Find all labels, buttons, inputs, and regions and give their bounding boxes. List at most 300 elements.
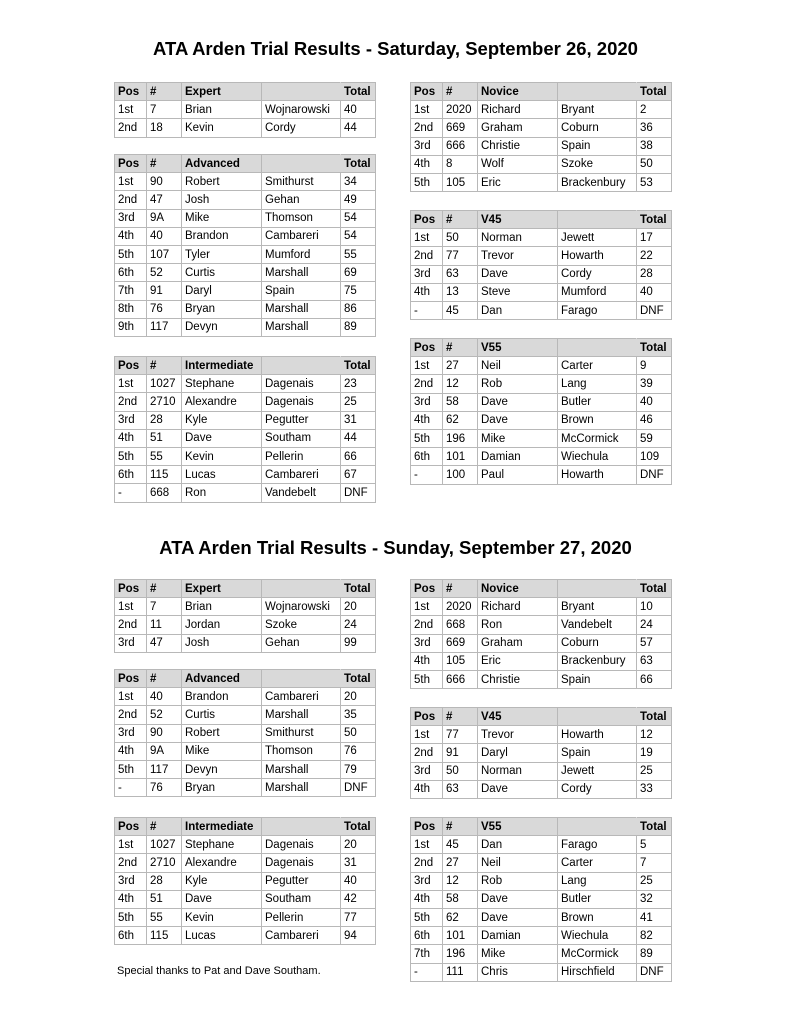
last-name-cell: Marshall <box>262 318 341 336</box>
total-cell: 36 <box>637 119 672 137</box>
saturday-expert-table <box>114 82 376 138</box>
number-cell: 117 <box>147 318 182 336</box>
total-cell: 79 <box>341 760 376 778</box>
table-row <box>411 357 672 375</box>
total-cell: 19 <box>637 744 672 762</box>
last-name-cell: Marshall <box>262 706 341 724</box>
number-cell: 115 <box>147 927 182 945</box>
number-cell: 1027 <box>147 836 182 854</box>
pos-cell: 2nd <box>115 616 147 634</box>
first-name-cell: Alexandre <box>182 393 262 411</box>
header-total: Total <box>341 155 376 173</box>
first-name-cell: Stephane <box>182 836 262 854</box>
total-cell: 20 <box>341 598 376 616</box>
total-cell: 67 <box>341 466 376 484</box>
total-cell: 89 <box>637 945 672 963</box>
number-cell: 55 <box>147 447 182 465</box>
first-name-cell: Rob <box>478 375 558 393</box>
total-cell: DNF <box>637 963 672 981</box>
first-name-cell: Graham <box>478 634 558 652</box>
first-name-cell: Rob <box>478 872 558 890</box>
table-row <box>115 854 376 872</box>
last-name-cell: Pellerin <box>262 908 341 926</box>
sunday-title: ATA Arden Trial Results - Sunday, September 27, 2020 <box>159 537 632 558</box>
pos-cell: 4th <box>115 227 147 245</box>
last-name-cell: Cordy <box>262 119 341 137</box>
number-cell: 50 <box>443 229 478 247</box>
pos-cell: 4th <box>115 742 147 760</box>
table-header-row <box>411 580 672 598</box>
pos-cell: 4th <box>411 155 443 173</box>
table-row <box>411 155 672 173</box>
table-row <box>115 119 376 137</box>
total-cell: 66 <box>341 447 376 465</box>
total-cell: 25 <box>637 872 672 890</box>
number-cell: 7 <box>147 101 182 119</box>
header-total: Total <box>637 580 672 598</box>
pos-cell: 2nd <box>411 744 443 762</box>
header-number: # <box>147 83 182 101</box>
pos-cell: 4th <box>411 780 443 798</box>
last-name-cell: Wiechula <box>558 927 637 945</box>
first-name-cell: Norman <box>478 762 558 780</box>
last-name-cell: Dagenais <box>262 393 341 411</box>
table-row <box>115 300 376 318</box>
table-row <box>115 411 376 429</box>
pos-cell: 3rd <box>411 872 443 890</box>
pos-cell: 5th <box>115 447 147 465</box>
first-name-cell: Curtis <box>182 264 262 282</box>
last-name-cell: Vandebelt <box>262 484 341 502</box>
number-cell: 45 <box>443 301 478 319</box>
table-row <box>115 634 376 652</box>
number-cell: 12 <box>443 872 478 890</box>
last-name-cell: Marshall <box>262 264 341 282</box>
total-cell: 40 <box>637 283 672 301</box>
total-cell: 50 <box>341 724 376 742</box>
total-cell: 28 <box>637 265 672 283</box>
total-cell: 39 <box>637 375 672 393</box>
pos-cell: 2nd <box>411 616 443 634</box>
first-name-cell: Kyle <box>182 872 262 890</box>
table-row <box>411 726 672 744</box>
pos-cell: 6th <box>411 448 443 466</box>
header-class: Advanced <box>182 670 262 688</box>
last-name-cell: Pegutter <box>262 411 341 429</box>
pos-cell: 1st <box>411 836 443 854</box>
first-name-cell: Neil <box>478 854 558 872</box>
total-cell: 44 <box>341 429 376 447</box>
saturday-intermediate-table <box>114 356 376 503</box>
table-row <box>411 890 672 908</box>
table-row <box>411 375 672 393</box>
first-name-cell: Christie <box>478 670 558 688</box>
last-name-cell: Vandebelt <box>558 616 637 634</box>
pos-cell: 1st <box>411 357 443 375</box>
table-row <box>411 908 672 926</box>
pos-cell: - <box>115 484 147 502</box>
total-cell: 20 <box>341 836 376 854</box>
number-cell: 105 <box>443 652 478 670</box>
table-row <box>115 209 376 227</box>
header-blank <box>262 357 341 375</box>
first-name-cell: Dan <box>478 301 558 319</box>
number-cell: 58 <box>443 393 478 411</box>
header-pos: Pos <box>411 211 443 229</box>
last-name-cell: Smithurst <box>262 724 341 742</box>
total-cell: DNF <box>637 466 672 484</box>
last-name-cell: Cambareri <box>262 466 341 484</box>
pos-cell: 3rd <box>411 762 443 780</box>
first-name-cell: Damian <box>478 927 558 945</box>
first-name-cell: Daryl <box>182 282 262 300</box>
table-row <box>411 652 672 670</box>
pos-cell: 5th <box>411 429 443 447</box>
last-name-cell: Dagenais <box>262 375 341 393</box>
table-row <box>411 927 672 945</box>
number-cell: 52 <box>147 264 182 282</box>
first-name-cell: Kevin <box>182 908 262 926</box>
number-cell: 27 <box>443 854 478 872</box>
pos-cell: 3rd <box>115 634 147 652</box>
total-cell: 63 <box>637 652 672 670</box>
header-pos: Pos <box>115 670 147 688</box>
header-number: # <box>147 155 182 173</box>
number-cell: 9A <box>147 209 182 227</box>
header-number: # <box>443 211 478 229</box>
saturday-novice-table <box>410 82 672 192</box>
table-row <box>115 318 376 336</box>
pos-cell: 3rd <box>411 634 443 652</box>
pos-cell: 3rd <box>115 724 147 742</box>
total-cell: 77 <box>341 908 376 926</box>
header-blank <box>558 83 637 101</box>
pos-cell: 2nd <box>115 854 147 872</box>
pos-cell: 2nd <box>115 191 147 209</box>
first-name-cell: Steve <box>478 283 558 301</box>
last-name-cell: Coburn <box>558 119 637 137</box>
total-cell: 82 <box>637 927 672 945</box>
first-name-cell: Christie <box>478 137 558 155</box>
first-name-cell: Stephane <box>182 375 262 393</box>
last-name-cell: Mumford <box>262 245 341 263</box>
total-cell: 20 <box>341 688 376 706</box>
table-row <box>411 670 672 688</box>
pos-cell: 1st <box>115 375 147 393</box>
pos-cell: 1st <box>115 173 147 191</box>
pos-cell: 7th <box>115 282 147 300</box>
first-name-cell: Brandon <box>182 227 262 245</box>
number-cell: 45 <box>443 836 478 854</box>
pos-cell: 1st <box>115 101 147 119</box>
pos-cell: 2nd <box>411 375 443 393</box>
table-header-row <box>115 83 376 101</box>
table-row <box>115 191 376 209</box>
total-cell: 41 <box>637 908 672 926</box>
total-cell: 32 <box>637 890 672 908</box>
header-total: Total <box>637 211 672 229</box>
pos-cell: 5th <box>115 908 147 926</box>
pos-cell: - <box>411 963 443 981</box>
total-cell: 66 <box>637 670 672 688</box>
first-name-cell: Lucas <box>182 927 262 945</box>
number-cell: 666 <box>443 670 478 688</box>
pos-cell: 5th <box>411 908 443 926</box>
pos-cell: 4th <box>411 283 443 301</box>
last-name-cell: Lang <box>558 375 637 393</box>
last-name-cell: Carter <box>558 357 637 375</box>
last-name-cell: Thomson <box>262 742 341 760</box>
last-name-cell: Szoke <box>262 616 341 634</box>
last-name-cell: Smithurst <box>262 173 341 191</box>
number-cell: 40 <box>147 688 182 706</box>
first-name-cell: Paul <box>478 466 558 484</box>
total-cell: 40 <box>341 101 376 119</box>
last-name-cell: Spain <box>558 670 637 688</box>
last-name-cell: Thomson <box>262 209 341 227</box>
last-name-cell: Bryant <box>558 598 637 616</box>
last-name-cell: Spain <box>262 282 341 300</box>
last-name-cell: Lang <box>558 872 637 890</box>
sunday-novice-table <box>410 579 672 689</box>
header-total: Total <box>341 83 376 101</box>
total-cell: 54 <box>341 227 376 245</box>
last-name-cell: Gehan <box>262 634 341 652</box>
header-number: # <box>443 83 478 101</box>
pos-cell: 6th <box>115 927 147 945</box>
first-name-cell: Jordan <box>182 616 262 634</box>
table-row <box>115 484 376 502</box>
header-number: # <box>443 708 478 726</box>
header-blank <box>558 580 637 598</box>
first-name-cell: Mike <box>182 209 262 227</box>
number-cell: 13 <box>443 283 478 301</box>
last-name-cell: Jewett <box>558 762 637 780</box>
total-cell: 7 <box>637 854 672 872</box>
total-cell: DNF <box>341 779 376 797</box>
header-pos: Pos <box>115 155 147 173</box>
table-row <box>411 393 672 411</box>
header-class: Intermediate <box>182 357 262 375</box>
pos-cell: 5th <box>411 173 443 191</box>
sunday-v55-table <box>410 817 672 982</box>
table-row <box>115 706 376 724</box>
total-cell: 59 <box>637 429 672 447</box>
total-cell: 24 <box>341 616 376 634</box>
total-cell: 9 <box>637 357 672 375</box>
total-cell: 5 <box>637 836 672 854</box>
table-row <box>115 724 376 742</box>
number-cell: 77 <box>443 726 478 744</box>
table-row <box>411 119 672 137</box>
number-cell: 669 <box>443 119 478 137</box>
total-cell: 12 <box>637 726 672 744</box>
table-header-row <box>411 818 672 836</box>
table-header-row <box>411 211 672 229</box>
last-name-cell: Coburn <box>558 634 637 652</box>
table-row <box>115 760 376 778</box>
last-name-cell: McCormick <box>558 429 637 447</box>
first-name-cell: Ron <box>478 616 558 634</box>
total-cell: 50 <box>637 155 672 173</box>
first-name-cell: Dave <box>478 393 558 411</box>
table-row <box>115 872 376 890</box>
pos-cell: 8th <box>115 300 147 318</box>
header-number: # <box>147 670 182 688</box>
total-cell: 34 <box>341 173 376 191</box>
last-name-cell: Cordy <box>558 265 637 283</box>
saturday-title: ATA Arden Trial Results - Saturday, September 26, 2020 <box>153 38 638 59</box>
total-cell: 24 <box>637 616 672 634</box>
saturday-v45-table <box>410 210 672 320</box>
number-cell: 2710 <box>147 393 182 411</box>
header-pos: Pos <box>115 83 147 101</box>
pos-cell: 4th <box>115 890 147 908</box>
pos-cell: 3rd <box>411 393 443 411</box>
header-class: V45 <box>478 211 558 229</box>
pos-cell: 5th <box>115 245 147 263</box>
sunday-advanced-table <box>114 669 376 797</box>
number-cell: 8 <box>443 155 478 173</box>
first-name-cell: Graham <box>478 119 558 137</box>
total-cell: 40 <box>341 872 376 890</box>
last-name-cell: Jewett <box>558 229 637 247</box>
header-number: # <box>443 818 478 836</box>
first-name-cell: Eric <box>478 173 558 191</box>
thanks-note: Special thanks to Pat and Dave Southam. <box>117 965 321 977</box>
header-class: Intermediate <box>182 818 262 836</box>
table-row <box>115 779 376 797</box>
number-cell: 76 <box>147 300 182 318</box>
total-cell: 38 <box>637 137 672 155</box>
table-row <box>411 744 672 762</box>
table-row <box>411 229 672 247</box>
table-row <box>115 245 376 263</box>
number-cell: 668 <box>443 616 478 634</box>
table-header-row <box>411 708 672 726</box>
first-name-cell: Ron <box>182 484 262 502</box>
last-name-cell: Cambareri <box>262 927 341 945</box>
first-name-cell: Damian <box>478 448 558 466</box>
number-cell: 7 <box>147 598 182 616</box>
first-name-cell: Chris <box>478 963 558 981</box>
number-cell: 101 <box>443 927 478 945</box>
pos-cell: 1st <box>115 598 147 616</box>
table-header-row <box>411 83 672 101</box>
last-name-cell: Dagenais <box>262 854 341 872</box>
last-name-cell: Spain <box>558 137 637 155</box>
header-blank <box>262 670 341 688</box>
total-cell: 31 <box>341 411 376 429</box>
last-name-cell: Cambareri <box>262 688 341 706</box>
first-name-cell: Tyler <box>182 245 262 263</box>
last-name-cell: Southam <box>262 429 341 447</box>
total-cell: 25 <box>341 393 376 411</box>
number-cell: 117 <box>147 760 182 778</box>
header-total: Total <box>341 818 376 836</box>
total-cell: 22 <box>637 247 672 265</box>
header-number: # <box>147 357 182 375</box>
table-row <box>411 173 672 191</box>
total-cell: 94 <box>341 927 376 945</box>
pos-cell: 1st <box>115 688 147 706</box>
header-number: # <box>147 580 182 598</box>
pos-cell: - <box>411 301 443 319</box>
last-name-cell: Farago <box>558 836 637 854</box>
table-row <box>411 466 672 484</box>
table-row <box>115 890 376 908</box>
number-cell: 9A <box>147 742 182 760</box>
first-name-cell: Dave <box>182 890 262 908</box>
header-total: Total <box>637 339 672 357</box>
table-header-row <box>115 357 376 375</box>
table-row <box>411 634 672 652</box>
header-number: # <box>443 339 478 357</box>
number-cell: 77 <box>443 247 478 265</box>
last-name-cell: Marshall <box>262 760 341 778</box>
number-cell: 18 <box>147 119 182 137</box>
last-name-cell: Marshall <box>262 779 341 797</box>
table-row <box>411 780 672 798</box>
pos-cell: - <box>411 466 443 484</box>
table-row <box>411 265 672 283</box>
header-number: # <box>443 580 478 598</box>
total-cell: 53 <box>637 173 672 191</box>
pos-cell: - <box>115 779 147 797</box>
first-name-cell: Lucas <box>182 466 262 484</box>
total-cell: 99 <box>341 634 376 652</box>
number-cell: 1027 <box>147 375 182 393</box>
number-cell: 76 <box>147 779 182 797</box>
number-cell: 55 <box>147 908 182 926</box>
table-row <box>115 101 376 119</box>
number-cell: 40 <box>147 227 182 245</box>
header-total: Total <box>341 670 376 688</box>
pos-cell: 2nd <box>411 854 443 872</box>
last-name-cell: Wiechula <box>558 448 637 466</box>
number-cell: 2020 <box>443 101 478 119</box>
pos-cell: 6th <box>115 264 147 282</box>
last-name-cell: Carter <box>558 854 637 872</box>
pos-cell: 3rd <box>411 265 443 283</box>
pos-cell: 3rd <box>115 209 147 227</box>
number-cell: 91 <box>147 282 182 300</box>
first-name-cell: Neil <box>478 357 558 375</box>
pos-cell: 2nd <box>115 393 147 411</box>
total-cell: 86 <box>341 300 376 318</box>
first-name-cell: Alexandre <box>182 854 262 872</box>
table-row <box>115 447 376 465</box>
header-blank <box>262 580 341 598</box>
number-cell: 28 <box>147 411 182 429</box>
last-name-cell: Butler <box>558 393 637 411</box>
number-cell: 52 <box>147 706 182 724</box>
table-row <box>411 429 672 447</box>
last-name-cell: Howarth <box>558 726 637 744</box>
first-name-cell: Josh <box>182 191 262 209</box>
header-class: V55 <box>478 339 558 357</box>
table-row <box>115 393 376 411</box>
table-row <box>115 264 376 282</box>
total-cell: 44 <box>341 119 376 137</box>
table-row <box>115 742 376 760</box>
pos-cell: 5th <box>411 670 443 688</box>
table-row <box>115 429 376 447</box>
last-name-cell: Mumford <box>558 283 637 301</box>
total-cell: 89 <box>341 318 376 336</box>
header-pos: Pos <box>411 580 443 598</box>
last-name-cell: Howarth <box>558 247 637 265</box>
